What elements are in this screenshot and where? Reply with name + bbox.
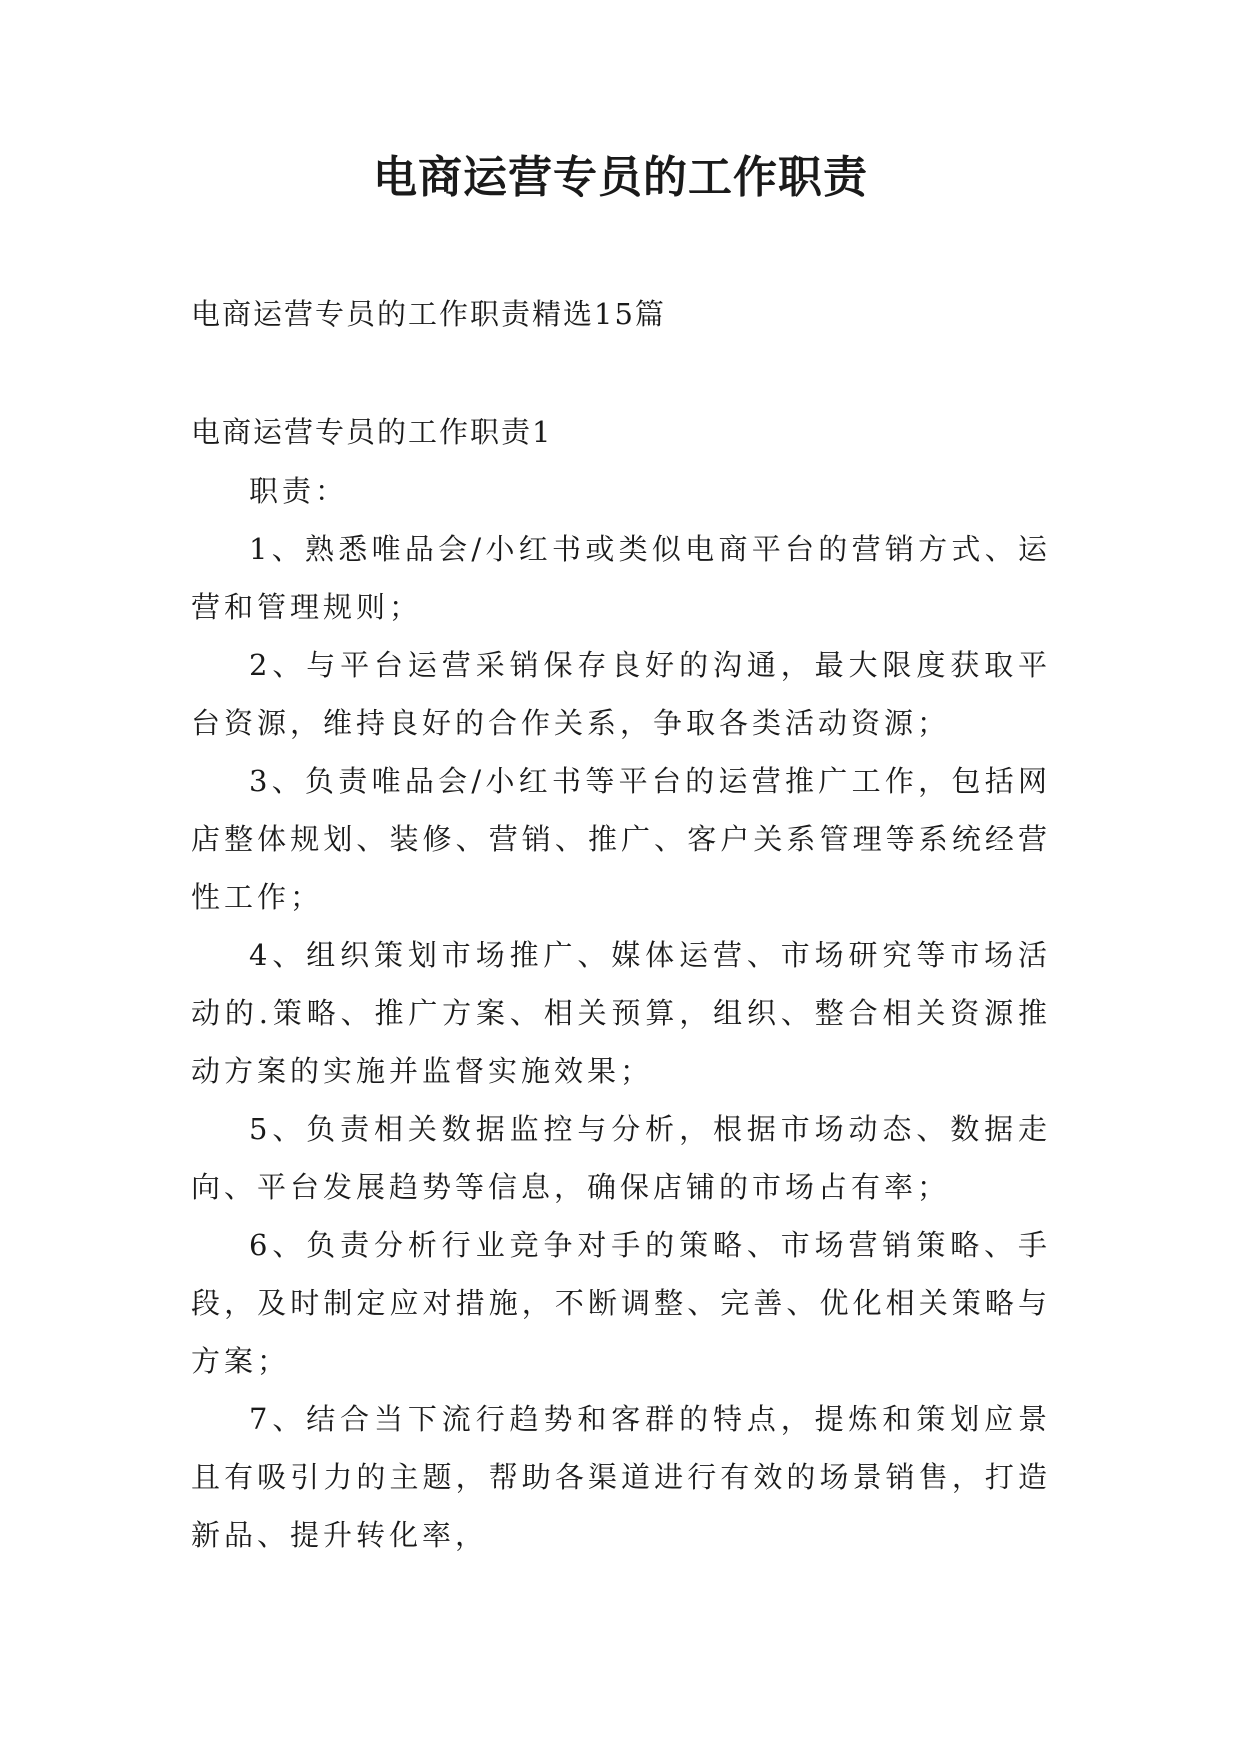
paragraph-item-4: 4、组织策划市场推广、媒体运营、市场研究等市场活动的.策略、推广方案、相关预算，组织、整合相关资源推动方案的实施并监督实施效果；	[191, 938, 1051, 1088]
page-title: 电商运营专员的工作职责	[373, 152, 868, 203]
section-heading: 电商运营专员的工作职责1	[191, 415, 553, 449]
paragraph-item-1: 1、熟悉唯品会/小红书或类似电商平台的营销方式、运营和管理规则；	[191, 532, 1051, 624]
paragraph-item-5: 5、负责相关数据监控与分析，根据市场动态、数据走向、平台发展趋势等信息，确保店铺的市场占有率；	[191, 1112, 1051, 1204]
document-subtitle: 电商运营专员的工作职责精选15篇	[191, 297, 666, 331]
paragraph-item-7: 7、结合当下流行趋势和客群的特点，提炼和策划应景且有吸引力的主题，帮助各渠道进行有效的场景销售，打造新品、提升转化率，	[191, 1402, 1051, 1552]
body-text	[191, 462, 1051, 1564]
paragraph-item-3: 3、负责唯品会/小红书等平台的运营推广工作，包括网店整体规划、装修、营销、推广、客户关系管理等系统经营性工作；	[191, 764, 1051, 914]
paragraph-duties-label: 职责：	[249, 474, 349, 508]
paragraph-item-6: 6、负责分析行业竞争对手的策略、市场营销策略、手段，及时制定应对措施，不断调整、完善、优化相关策略与方案；	[191, 1228, 1051, 1378]
paragraph-item-2: 2、与平台运营采销保存良好的沟通，最大限度获取平台资源，维持良好的合作关系，争取各类活动资源；	[191, 648, 1051, 740]
